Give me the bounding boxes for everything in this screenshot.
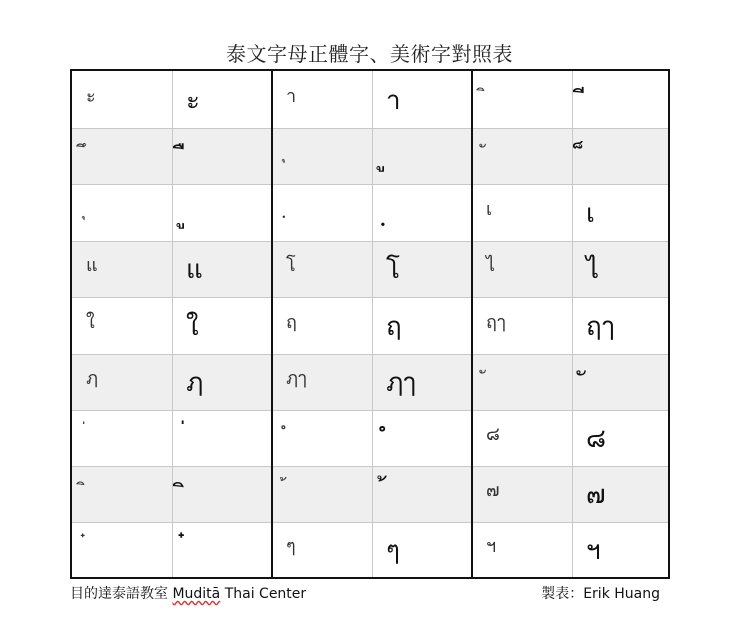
glyph-standard: โ: [286, 255, 296, 276]
glyph-standard: แ: [86, 255, 98, 276]
glyph-standard: เ: [486, 199, 493, 220]
row-divider: [72, 241, 668, 242]
school-suffix: Thai Center: [220, 586, 307, 602]
glyph-standard: ๆ: [286, 536, 296, 557]
glyph-artistic: ะ: [186, 86, 200, 116]
column-divider: [372, 71, 373, 577]
school-name: 目的達泰語教室: [70, 586, 173, 602]
glyph-standard: ะ: [86, 86, 96, 107]
glyph-artistic: ๗: [586, 480, 606, 510]
glyph-standard: ใ: [86, 312, 95, 333]
glyph-artistic: เ: [586, 199, 595, 229]
table-row: [72, 241, 668, 297]
table-row: [72, 466, 668, 522]
glyph-standard: ฯ: [486, 536, 497, 557]
glyph-artistic: ฯ: [586, 536, 601, 566]
page-title: 泰文字母正體字、美術字對照表: [226, 42, 513, 66]
glyph-artistic: ๘: [586, 424, 607, 454]
glyph-standard: า: [286, 86, 297, 107]
table-row: [72, 128, 668, 184]
table-row: [72, 522, 668, 577]
glyph-artistic: ฤ: [386, 312, 402, 342]
glyph-artistic: ไ: [586, 255, 600, 285]
table-row: [72, 354, 668, 410]
row-divider: [72, 466, 668, 467]
row-divider: [72, 354, 668, 355]
group-divider: [271, 71, 273, 577]
table-row: [72, 71, 668, 128]
row-divider: [72, 522, 668, 523]
row-divider: [72, 128, 668, 129]
glyph-standard: ฤ: [286, 312, 297, 333]
glyph-artistic: แ: [186, 255, 203, 285]
glyph-standard: ไ: [486, 255, 496, 276]
school-brand: Muditā: [172, 586, 221, 602]
table-row: [72, 297, 668, 354]
row-divider: [72, 410, 668, 411]
column-divider: [172, 71, 173, 577]
group-divider: [471, 71, 473, 577]
row-divider: [72, 184, 668, 185]
glyph-standard: ๗: [486, 480, 500, 501]
glyph-artistic: ใ: [186, 312, 199, 342]
glyph-artistic: โ: [386, 255, 400, 285]
glyph-standard: ฦ: [86, 368, 98, 389]
row-divider: [72, 297, 668, 298]
glyph-standard: ๘: [486, 424, 500, 445]
table-row: [72, 184, 668, 241]
glyph-artistic: า: [386, 86, 401, 116]
table-row: [72, 410, 668, 466]
glyph-standard: ฦๅ: [286, 368, 307, 389]
footer-credit-school: [70, 583, 306, 603]
glyph-artistic: ฦๅ: [386, 368, 416, 398]
glyph-artistic: ฤๅ: [586, 312, 615, 342]
glyph-artistic: ๆ: [386, 536, 400, 566]
column-divider: [572, 71, 573, 577]
footer-credit-author: 製表：Erik Huang: [541, 586, 660, 602]
comparison-table: [70, 69, 670, 579]
glyph-standard: ฤๅ: [486, 312, 506, 333]
glyph-artistic: ฦ: [186, 368, 204, 398]
